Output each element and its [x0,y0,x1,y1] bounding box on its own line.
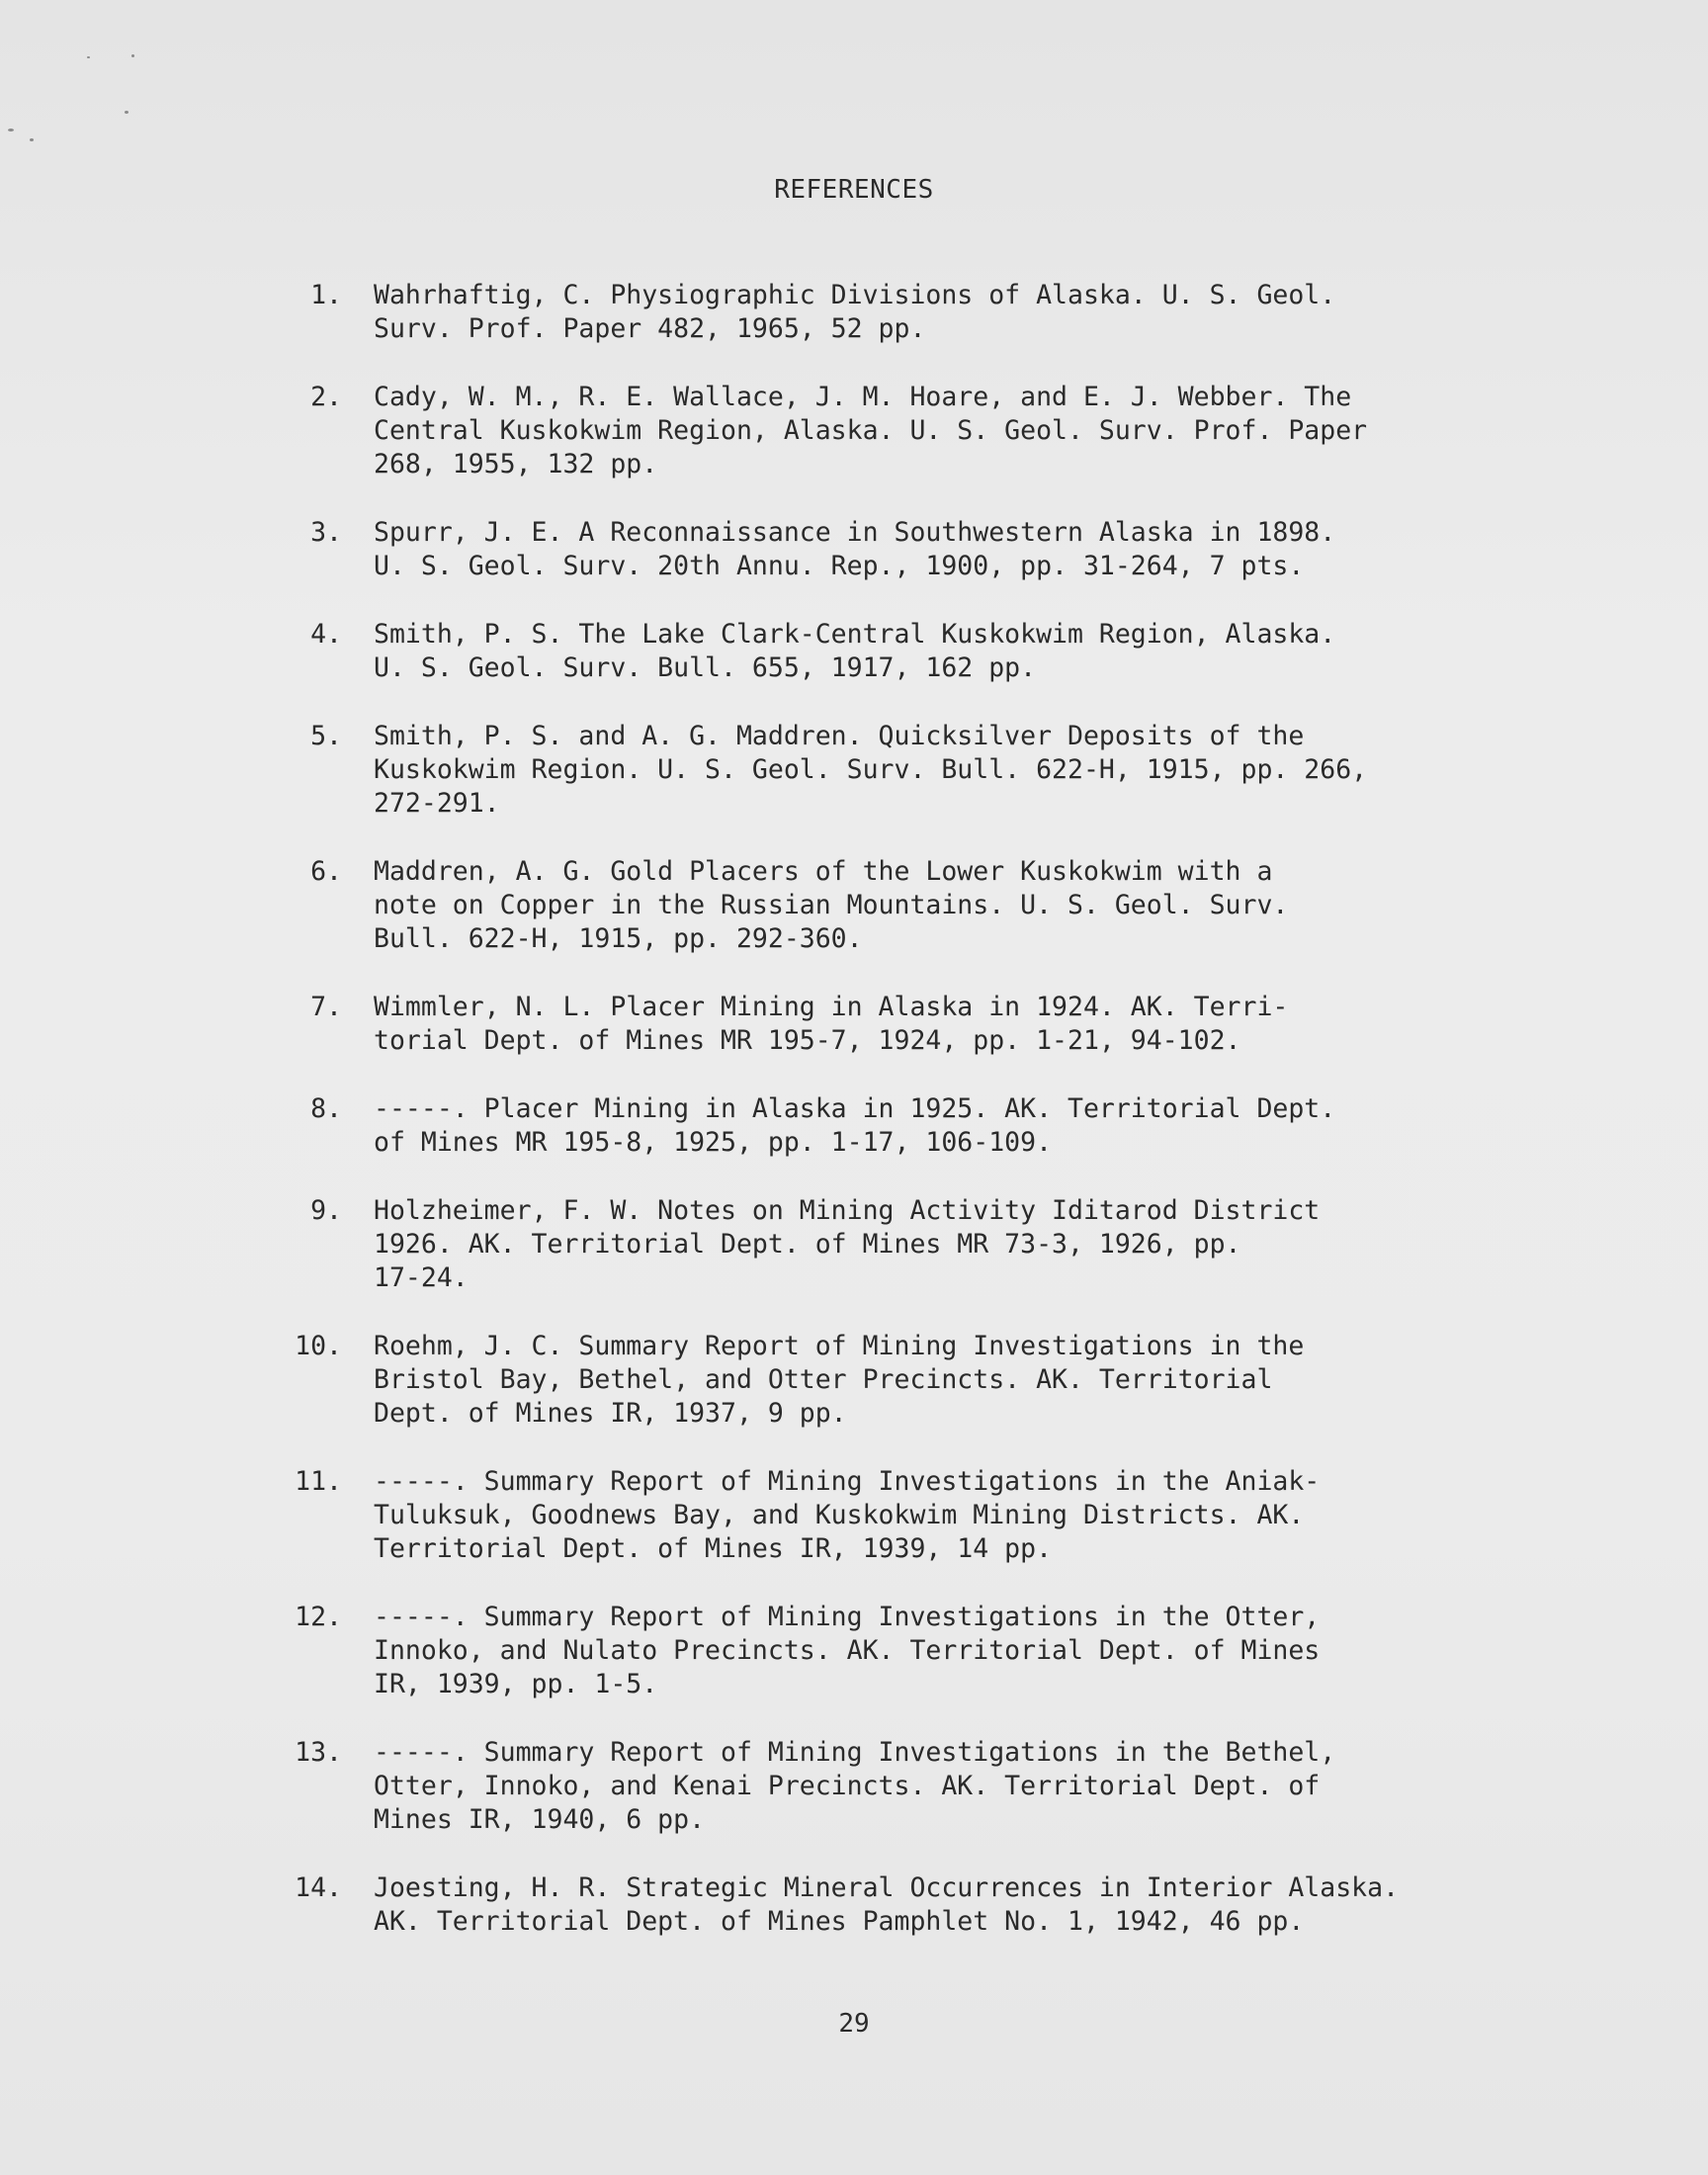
reference-text: -----. Summary Report of Mining Investigations in the Otter, Innoko, and Nulato Precincts. AK. Territorial Dept. of Mines IR, 1939, pp. 1-5. [374,1602,1321,1699]
reference-item [287,1194,1512,1295]
page-number: 29 [838,2009,870,2039]
reference-item [287,1601,1512,1701]
scan-speck [131,54,134,57]
reference-item [287,855,1512,956]
reference-item [287,1465,1512,1566]
reference-number: 12. [295,1602,342,1632]
reference-text: -----. Summary Report of Mining Investigations in the Bethel, Otter, Innoko, and Kenai Precincts. AK. Territorial Dept. of Mines IR, 1940, 6 pp. [374,1737,1336,1835]
reference-text: Spurr, J. E. A Reconnaissance in Southwestern Alaska in 1898. U. S. Geol. Surv. 20th Annu. Rep., 1900, pp. 31-264, 7 pts. [374,517,1336,581]
reference-number: 5. [310,721,342,751]
reference-number: 1. [310,280,342,310]
reference-number: 9. [310,1195,342,1226]
reference-number: 8. [310,1093,342,1124]
reference-text: Smith, P. S. and A. G. Maddren. Quicksilver Deposits of the Kuskokwim Region. U. S. Geol. Surv. Bull. 622-H, 1915, pp. 266, 272-291. [374,721,1368,819]
reference-text: Holzheimer, F. W. Notes on Mining Activity Iditarod District 1926. AK. Territorial Dept. of Mines MR 73-3, 1926, pp. 17-24. [374,1195,1321,1293]
reference-number: 2. [310,382,342,412]
reference-text: -----. Placer Mining in Alaska in 1925. AK. Territorial Dept. of Mines MR 195-8, 1925, pp. 1-17, 106-109. [374,1093,1336,1158]
scan-speck [87,56,90,58]
scan-speck [8,129,14,131]
page-title: REFERENCES [774,175,934,205]
reference-number: 7. [310,992,342,1022]
reference-number: 6. [310,856,342,887]
reference-text: Joesting, H. R. Strategic Mineral Occurrences in Interior Alaska. AK. Territorial Dept. of Mines Pamphlet No. 1, 1942, 46 pp. [374,1872,1400,1937]
reference-item [287,279,1512,346]
reference-item [287,1871,1512,1939]
reference-list [287,279,1512,1973]
reference-text: Wahrhaftig, C. Physiographic Divisions of Alaska. U. S. Geol. Surv. Prof. Paper 482, 1965, 52 pp. [374,280,1336,344]
reference-number: 3. [310,517,342,548]
reference-item [287,1330,1512,1431]
reference-text: Wimmler, N. L. Placer Mining in Alaska in 1924. AK. Terri- torial Dept. of Mines MR 195-7, 1924, pp. 1-21, 94-102. [374,992,1289,1056]
reference-text: Smith, P. S. The Lake Clark-Central Kuskokwim Region, Alaska. U. S. Geol. Surv. Bull. 655, 1917, 162 pp. [374,619,1336,683]
reference-text: -----. Summary Report of Mining Investigations in the Aniak- Tuluksuk, Goodnews Bay, and Kuskokwim Mining Districts. AK. Territorial Dept. of Mines IR, 1939, 14 pp. [374,1466,1321,1564]
reference-number: 4. [310,619,342,650]
reference-item [287,1736,1512,1837]
reference-text: Maddren, A. G. Gold Placers of the Lower Kuskokwim with a note on Copper in the Russian Mountains. U. S. Geol. Surv. Bull. 622-H, 1915, pp. 292-360. [374,856,1289,954]
reference-text: Roehm, J. C. Summary Report of Mining Investigations in the Bristol Bay, Bethel, and Otter Precincts. AK. Territorial Dept. of Mines IR, 1937, 9 pp. [374,1331,1305,1429]
reference-item [287,991,1512,1058]
reference-number: 10. [295,1331,342,1361]
reference-item [287,381,1512,481]
reference-number: 11. [295,1466,342,1497]
reference-item [287,720,1512,821]
reference-number: 14. [295,1872,342,1903]
scan-speck [30,138,34,141]
scan-speck [125,111,128,114]
reference-text: Cady, W. M., R. E. Wallace, J. M. Hoare, and E. J. Webber. The Central Kuskokwim Region, Alaska. U. S. Geol. Surv. Prof. Paper 268, 1955, 132 pp. [374,382,1368,479]
reference-item [287,516,1512,583]
reference-item [287,618,1512,685]
reference-item [287,1092,1512,1160]
reference-number: 13. [295,1737,342,1768]
